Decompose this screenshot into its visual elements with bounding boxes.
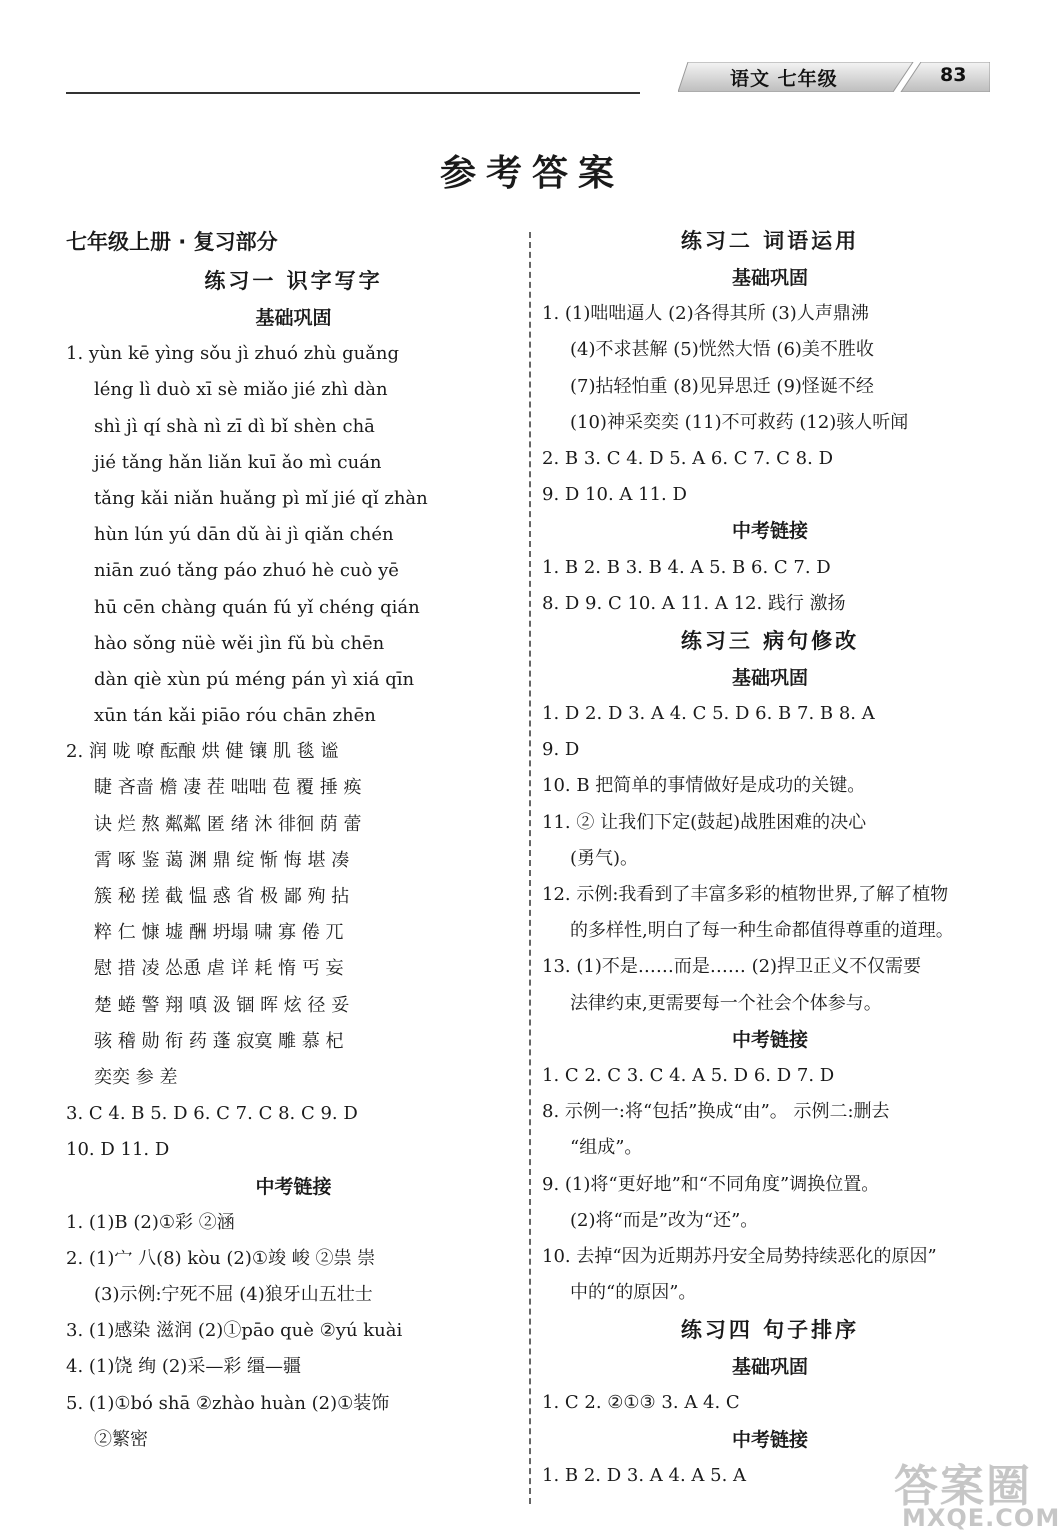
page-title: 参考答案 xyxy=(439,153,624,194)
answer-line: hào sǒng nüè wěi jìn fǔ bù chēn xyxy=(94,632,385,654)
right-column xyxy=(542,222,998,1494)
answer-line: 10. B 把简单的事情做好是成功的关键。 xyxy=(542,775,866,797)
answer-line: 8. D 9. C 10. A 11. A 12. 践行 激扬 xyxy=(542,592,846,614)
exercise-heading: 练习一 识字写字 xyxy=(204,269,383,293)
subsection-heading: 中考链接 xyxy=(731,1428,808,1451)
watermark-main: 答案圈 xyxy=(894,1461,1032,1512)
answer-line: 8. 示例一:将“包括”换成“由”。 示例二:删去 xyxy=(542,1101,890,1123)
header-subject: 语文 七年级 xyxy=(730,68,838,90)
answer-line: jié tǎng hǎn liǎn kuī ǎo mì cuán xyxy=(94,451,382,473)
subsection-heading: 中考链接 xyxy=(731,520,808,543)
subsection-heading: 基础巩固 xyxy=(255,307,332,329)
answer-line: (3)示例:宁死不屈 (4)狼牙山五壮士 xyxy=(94,1284,373,1306)
answer-line: 9. D xyxy=(542,739,580,761)
answer-line: (勇气)。 xyxy=(570,847,639,869)
answer-line: 11. ② 让我们下定(鼓起)战胜困难的决心 xyxy=(542,811,867,833)
answer-line: 霄 啄 鉴 蔼 渊 鼎 绽 惭 悔 堪 凑 xyxy=(94,849,350,871)
answer-line: 12. 示例:我看到了丰富多彩的植物世界,了解了植物 xyxy=(542,884,949,905)
answer-line: 1. D 2. D 3. A 4. C 5. D 6. B 7. B 8. A xyxy=(542,703,875,725)
subsection-heading: 基础巩固 xyxy=(731,1356,808,1379)
answer-line: 1. B 2. D 3. A 4. A 5. A xyxy=(542,1464,747,1486)
answer-line: 骇 稽 勋 衔 药 蓬 寂寞 雕 慕 杞 xyxy=(94,1030,344,1052)
answer-line: 9. D 10. A 11. D xyxy=(542,484,687,506)
answer-line: 10. D 11. D xyxy=(66,1139,170,1161)
answer-line: “组成”。 xyxy=(570,1137,643,1159)
answer-line: 睫 吝啬 檐 凄 茬 咄咄 苞 覆 捶 痪 xyxy=(94,777,362,799)
answer-line: 慰 措 凌 怂恿 虐 详 耗 惰 丐 妄 xyxy=(94,958,344,980)
header-tab xyxy=(678,62,990,92)
answer-line: hùn lún yú dān dǔ ài jì qiǎn chén xyxy=(94,524,394,546)
subsection-heading: 中考链接 xyxy=(731,1028,808,1051)
answer-line: niān zuó tǎng páo zhuó hè cuò yē xyxy=(94,560,399,582)
answer-line: 1. B 2. B 3. B 4. A 5. B 6. C 7. D xyxy=(542,556,831,578)
page-number: 83 xyxy=(940,64,967,86)
answer-line: 1. C 2. C 3. C 4. A 5. D 6. D 7. D xyxy=(542,1064,835,1086)
subsection-heading: 基础巩固 xyxy=(731,666,808,689)
answer-line: 奕奕 参 差 xyxy=(94,1066,178,1088)
exercise-heading: 练习三 病句修改 xyxy=(680,628,860,653)
section-heading: 七年级上册 · 复习部分 xyxy=(66,230,278,254)
answer-line: (2)将“而是”改为“还”。 xyxy=(570,1209,759,1231)
answer-line: 楚 蜷 警 翔 嗔 汲 锢 晖 炫 径 妥 xyxy=(94,994,350,1016)
column-divider xyxy=(529,232,531,1504)
answer-line: tǎng kǎi niǎn huǎng pì mǐ jié qǐ zhàn xyxy=(94,487,428,509)
exercise-heading: 练习四 句子排序 xyxy=(680,1318,860,1343)
answer-line: 10. 去掉“因为近期苏丹安全局势持续恶化的原因” xyxy=(542,1245,937,1267)
answer-line: hū cēn chàng quán fú yǐ chéng qián xyxy=(94,596,420,618)
exercise-heading: 练习二 词语运用 xyxy=(680,229,860,253)
watermark-sub: MXQE.COM xyxy=(902,1504,1061,1532)
answer-line: 2. B 3. C 4. D 5. A 6. C 7. C 8. D xyxy=(542,447,834,469)
answer-line: 3. C 4. B 5. D 6. C 7. C 8. C 9. D xyxy=(66,1103,358,1125)
answer-line: ②繁密 xyxy=(94,1428,148,1450)
answer-line: 9. (1)将“更好地”和“不同角度”调换位置。 xyxy=(542,1173,880,1195)
subsection-heading: 基础巩固 xyxy=(731,267,808,289)
answer-line: 1. (1)B (2)①彩 ②涵 xyxy=(66,1211,235,1233)
answer-line: 1. (1)咄咄逼人 (2)各得其所 (3)人声鼎沸 xyxy=(542,303,869,325)
answer-line: léng lì duò xī sè miǎo jié zhì dàn xyxy=(94,379,388,401)
answer-line: 法律约束,更需要每一个社会个体参与。 xyxy=(570,992,882,1014)
answer-line: 粹 仁 慷 墟 酬 坍塌 啸 寡 倦 兀 xyxy=(94,922,344,944)
answer-line: 的多样性,明白了每一种生命都值得尊重的道理。 xyxy=(570,920,954,942)
answer-line: 3. (1)感染 滋润 (2)①pāo què ②yú kuài xyxy=(66,1320,403,1342)
answer-line: 5. (1)①bó shā ②zhào huàn (2)①装饰 xyxy=(66,1392,390,1414)
answer-line: xūn tán kǎi piāo róu chān zhēn xyxy=(94,705,376,727)
answer-line: (4)不求甚解 (5)恍然大悟 (6)美不胜收 xyxy=(570,339,874,361)
answer-line: 诀 烂 熬 粼粼 匿 绪 沐 徘徊 荫 蕾 xyxy=(94,813,362,835)
answer-line: shì jì qí shà nì zī dì bǐ shèn chā xyxy=(94,415,375,437)
answer-line: 1. yùn kē yìng sǒu jì zhuó zhù guǎng xyxy=(66,343,400,365)
watermark xyxy=(888,1450,1061,1534)
answer-line: (10)神采奕奕 (11)不可救药 (12)骇人听闻 xyxy=(570,411,909,433)
answer-line: dàn qiè xùn pú méng pán yì xiá qīn xyxy=(94,668,415,690)
header-rule xyxy=(66,92,640,94)
subsection-heading: 中考链接 xyxy=(255,1175,332,1198)
answer-line: (7)拈轻怕重 (8)见异思迁 (9)怪诞不经 xyxy=(570,375,874,397)
answer-line: 13. (1)不是……而是…… (2)捍卫正义不仅需要 xyxy=(542,956,922,978)
answer-line: 2. 润 咙 嘹 酝酿 烘 健 镶 肌 毯 谧 xyxy=(66,741,339,763)
answer-line: 1. C 2. ②①③ 3. A 4. C xyxy=(542,1392,740,1414)
left-column xyxy=(66,222,521,1458)
answer-line: 4. (1)饶 绚 (2)采—彩 缰—疆 xyxy=(66,1356,302,1378)
answer-line: 2. (1)宀 八(8) kòu (2)①竣 峻 ②祟 崇 xyxy=(66,1247,376,1269)
answer-line: 中的“的原因”。 xyxy=(570,1282,697,1304)
answer-line: 簇 秘 搓 截 愠 惑 省 极 鄙 殉 拈 xyxy=(94,886,350,907)
